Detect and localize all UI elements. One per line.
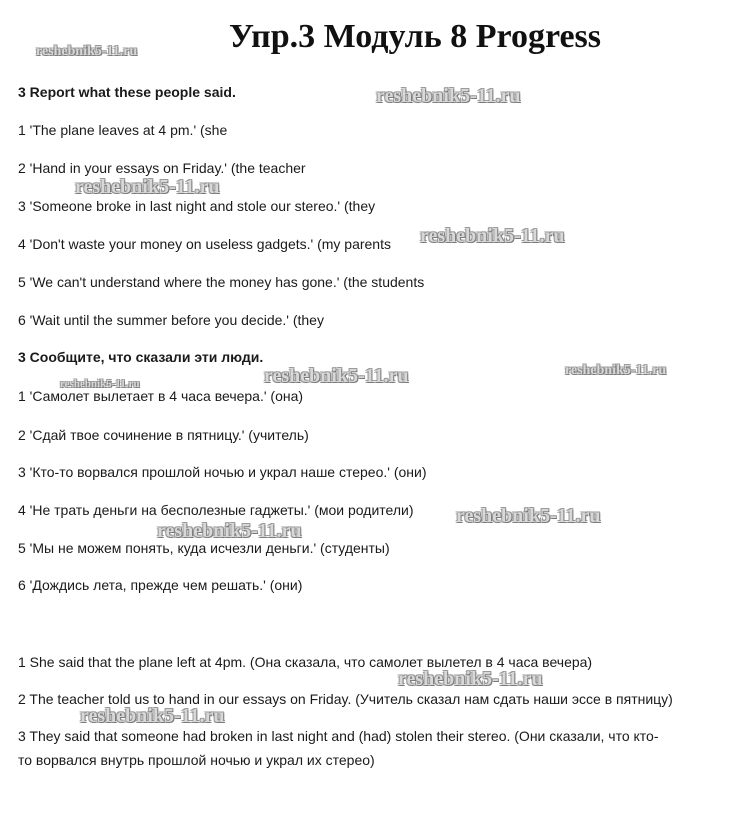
english-item-2: 2 'Hand in your essays on Friday.' (the teacher [18,160,306,176]
russian-item-2: 2 'Сдай твое сочинение в пятницу.' (учитель) [18,427,309,443]
russian-item-4: 4 'Не трать деньги на бесполезные гаджеты.' (мои родители) [18,502,414,518]
watermark: reshebnik5-11.ru [80,705,225,727]
watermark: reshebnik5-11.ru [376,85,521,107]
watermark: reshebnik5-11.ru [398,668,543,690]
watermark: reshebnik5-11.ru [60,378,140,390]
english-heading: 3 Report what these people said. [18,84,236,100]
answer-2: 2 The teacher told us to hand in our essays on Friday. (Учитель сказал нам сдать наши эссе в пятницу) [18,691,673,707]
english-item-4: 4 'Don't waste your money on useless gadgets.' (my parents [18,236,391,252]
russian-item-5: 5 'Мы не можем понять, куда исчезли деньги.' (студенты) [18,540,390,556]
watermark: reshebnik5-11.ru [264,365,409,387]
russian-item-6: 6 'Дождись лета, прежде чем решать.' (они) [18,577,303,593]
page-title: Упр.3 Модуль 8 Progress [228,18,601,55]
russian-item-1: 1 'Самолет вылетает в 4 часа вечера.' (она) [18,388,304,404]
watermark: reshebnik5-11.ru [420,225,565,247]
watermark: reshebnik5-11.ru [36,44,138,59]
english-item-5: 5 'We can't understand where the money has gone.' (the students [18,274,425,290]
answer-1: 1 She said that the plane left at 4pm. (Она сказала, что самолет вылетел в 4 часа вечера) [18,654,593,670]
english-item-1: 1 'The plane leaves at 4 pm.' (she [18,122,228,138]
english-item-3: 3 'Someone broke in last night and stole our stereo.' (they [18,198,376,214]
watermark: reshebnik5-11.ru [456,505,601,527]
answer-3-continued: то ворвался внутрь прошлой ночью и украл их стерео) [18,752,375,768]
watermark: reshebnik5-11.ru [157,520,302,542]
watermark: reshebnik5-11.ru [565,363,667,378]
russian-item-3: 3 'Кто-то ворвался прошлой ночью и украл наше стерео.' (они) [18,464,427,480]
watermark: reshebnik5-11.ru [75,176,220,198]
answer-3: 3 They said that someone had broken in last night and (had) stolen their stereo. (Они сказали, что кто- [18,728,659,744]
russian-heading: 3 Сообщите, что сказали эти люди. [18,349,264,365]
english-item-6: 6 'Wait until the summer before you decide.' (they [18,312,324,328]
